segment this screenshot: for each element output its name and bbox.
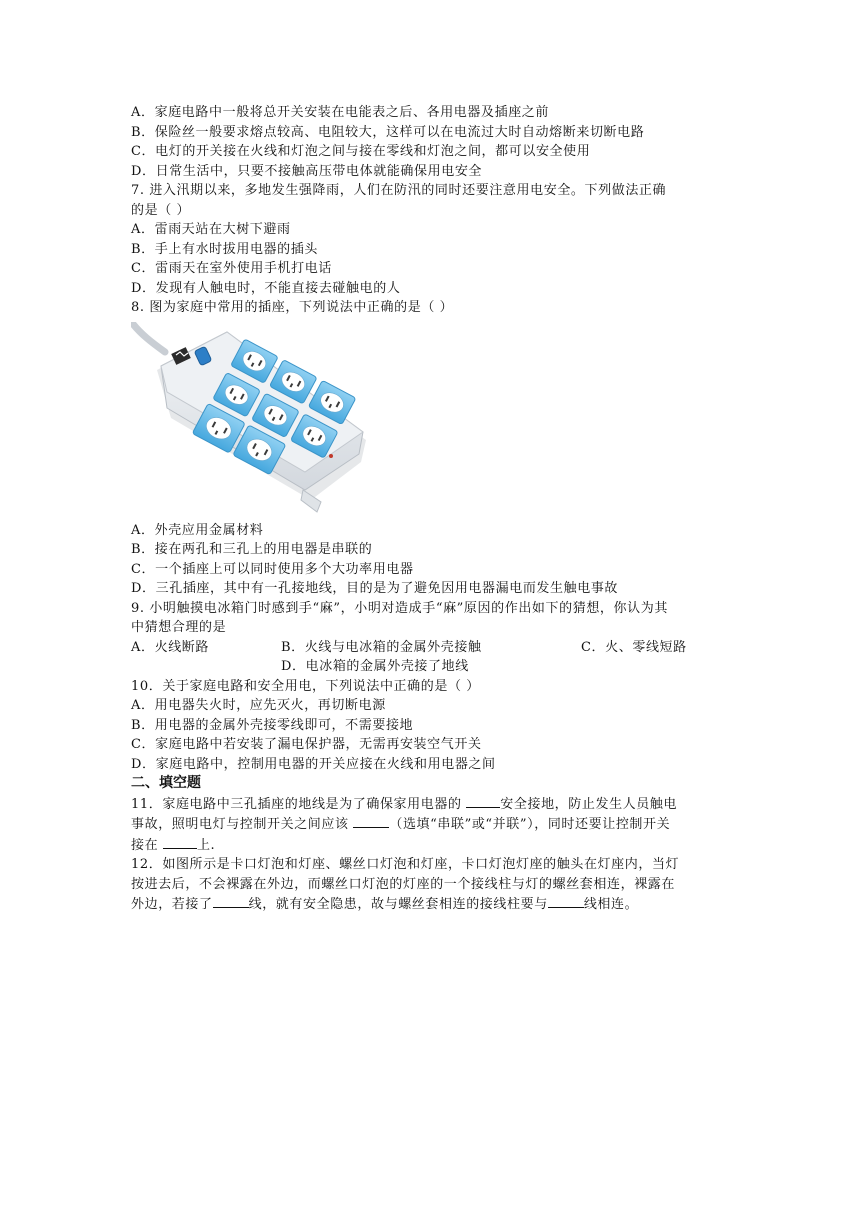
q7-stem-line-2: 的是（ ）: [131, 202, 191, 218]
q12-text-2: 线，就有安全隐患，故与螺丝套相连的接线柱要与: [248, 897, 548, 912]
q7-option-c: C．雷雨天在室外使用手机打电话: [131, 261, 332, 276]
worksheet-page: [131, 103, 731, 915]
q6-option-d: D．日常生活中，只要不接触高压带电体就能确保用电安全: [131, 163, 483, 179]
q11-text-3: 事故，照明电灯与控制开关之间应该: [131, 817, 354, 832]
q7-option-a: A．雷雨天站在大树下避雨: [131, 222, 291, 237]
q8-option-a: A．外壳应用金属材料: [131, 522, 264, 538]
q9-options-row-2: [131, 657, 731, 677]
q9-option-d: D．电冰箱的金属外壳接了地线: [281, 659, 469, 674]
q6-option-a: A．家庭电路中一般将总开关安装在电能表之后、各用电器及插座之前: [131, 105, 549, 120]
q11-blank-3: [163, 835, 197, 849]
q8-option-c: C．一个插座上可以同时使用多个大功率用电器: [131, 561, 414, 577]
q6-option-c: C．电灯的开关接在火线和灯泡之间与接在零线和灯泡之间，都可以安全使用: [131, 144, 591, 159]
q11-line-1: [131, 794, 731, 815]
q11-text-2: 安全接地，防止发生人员触电: [500, 796, 678, 812]
q7-stem-line-1: 7. 进入汛期以来，多地发生强降雨，人们在防汛的同时还要注意用电安全。下列做法正确: [131, 183, 667, 198]
q11-blank-2: [353, 814, 389, 828]
q9-stem-line-1: 9. 小明触摸电冰箱门时感到手“麻”，小明对造成手“麻”原因的作出如下的猜想，你认为其: [131, 600, 668, 616]
q11-line-3: [131, 835, 731, 856]
q10-option-d: D．家庭电路中，控制用电器的开关应接在火线和用电器之间: [131, 756, 496, 772]
q12-line-1: 12．如图所示是卡口灯泡和灯座、螺丝口灯泡和灯座，卡口灯泡灯座的触头在灯座内，当灯: [131, 857, 680, 872]
q8-stem: 8. 图为家庭中常用的插座，下列说法中正确的是（ ）: [131, 300, 454, 315]
power-strip-image: [131, 322, 366, 519]
q6-option-b: B．保险丝一般要求熔点较高、电阻较大，这样可以在电流过大时自动熔断来切断电路: [131, 124, 645, 140]
q12-text-3: 线相连。: [583, 897, 639, 912]
q10-option-a: A．用电器失火时，应先灭火，再切断电源: [131, 698, 386, 713]
q11-blank-1: [466, 794, 500, 808]
q12-blank-2: [548, 894, 584, 908]
q10-option-c: C．家庭电路中若安装了漏电保护器，无需再安装空气开关: [131, 737, 482, 752]
q10-stem: 10．关于家庭电路和安全用电，下列说法中正确的是（ ）: [131, 678, 480, 694]
q12-text-1: 外边，若接了: [131, 897, 213, 912]
q9-options-row-1: [131, 638, 731, 658]
q12-line-2: 按进去后，不会裸露在外边，而螺丝口灯泡的灯座的一个接线柱与灯的螺丝套相连，裸露在: [131, 876, 676, 892]
q11-text-1: 11．家庭电路中三孔插座的地线是为了确保家用电器的: [131, 796, 467, 812]
q9-option-a: A．火线断路: [131, 639, 209, 655]
q11-text-6: 上.: [196, 837, 216, 853]
q9-option-b: B．火线与电冰箱的金属外壳接触: [281, 639, 482, 655]
q7-option-b: B．手上有水时拔用电器的插头: [131, 241, 318, 257]
q7-option-d: D．发现有人触电时，不能直接去碰触电的人: [131, 280, 401, 296]
q9-option-c: C．火、零线短路: [581, 639, 687, 655]
q12-line-3: [131, 894, 731, 915]
q11-line-2: [131, 814, 731, 835]
q11-text-5: 接在: [131, 837, 163, 853]
q10-option-b: B．用电器的金属外壳接零线即可，不需要接地: [131, 717, 414, 733]
q9-stem-line-2: 中猜想合理的是: [131, 620, 227, 635]
q8-option-d: D．三孔插座，其中有一孔接地线，目的是为了避免因用电器漏电而发生触电事故: [131, 581, 619, 596]
section-title: 二、填空题: [131, 775, 201, 791]
q8-option-b: B．接在两孔和三孔上的用电器是串联的: [131, 542, 373, 557]
q12-blank-1: [213, 894, 249, 908]
q11-text-4: （选填“串联”或“并联”），同时还要让控制开关: [389, 817, 671, 832]
